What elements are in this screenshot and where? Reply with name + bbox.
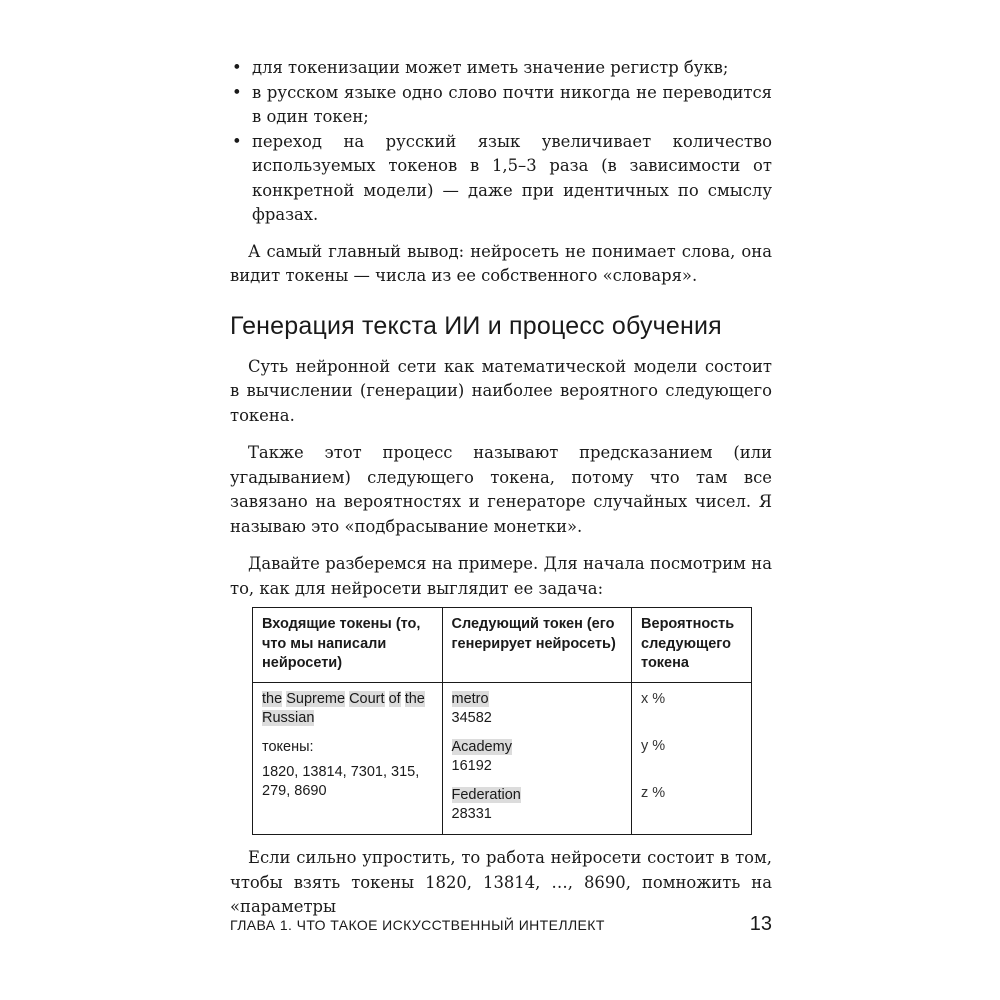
probability-cell — [632, 682, 752, 834]
input-token: Russian — [262, 709, 315, 726]
section-heading: Генерация текста ИИ и процесс обучения — [230, 311, 722, 340]
input-token: Supreme — [286, 690, 346, 707]
next-token-id: 16192 — [451, 757, 492, 774]
input-phrase — [262, 690, 433, 728]
final-paragraph: Если сильно упростить, то работа нейросети состоит в том, чтобы взять токены 1820, 13814, …, 8690, помножить на «параметры — [230, 848, 772, 916]
input-token: of — [388, 690, 401, 707]
next-token-word: metro — [451, 690, 489, 707]
next-token-word: Academy — [451, 738, 512, 755]
conclusion-paragraph: А самый главный вывод: нейросеть не понимает слова, она видит токены — числа из ее собственного «словаря». — [230, 241, 772, 285]
probability-value: z % — [641, 784, 666, 801]
running-chapter-title: ГЛАВА 1. ЧТО ТАКОЕ ИСКУССТВЕННЫЙ ИНТЕЛЛЕКТ — [230, 917, 605, 933]
table-row — [253, 682, 752, 834]
input-token: the — [404, 690, 425, 707]
next-token-id: 34582 — [451, 709, 492, 726]
paragraph: Давайте разберемся на примере. Для начала посмотрим на то, как для нейросети выглядит ее задача: — [230, 554, 772, 598]
token-ids: 1820, 13814, 7301, 315, 279, 8690 — [262, 763, 420, 799]
input-token: Court — [349, 690, 385, 707]
next-token-word: Federation — [451, 786, 521, 803]
header-input-tokens: Входящие токены (то, что мы написали нейросети) — [253, 608, 443, 683]
bullet-item: • в русском языке одно слово почти никогда не переводится в один токен; — [230, 81, 772, 130]
input-tokens-cell — [253, 682, 443, 834]
next-token-option — [452, 738, 623, 776]
bullet-item: • для токенизации может иметь значение регистр букв; — [230, 56, 772, 81]
header-probability: Вероятность следующего токена — [632, 608, 752, 683]
probability-value: y % — [641, 737, 666, 754]
next-token-cell — [442, 682, 632, 834]
table-header-row — [253, 608, 752, 683]
probability-value: x % — [641, 690, 666, 707]
next-token-option — [452, 690, 623, 728]
paragraph: Также этот процесс называют предсказанием (или угадыванием) следующего токена, потому что там все завязано на вероятностях и генераторе случайных чисел. Я называю это «подбрасывание монетки». — [230, 443, 772, 536]
bullet-list — [230, 56, 772, 228]
next-token-option — [452, 786, 623, 824]
next-token-id: 28331 — [451, 805, 492, 822]
paragraph: Суть нейронной сети как математической модели состоит в вычислении (генерации) наиболее вероятного следующего токена. — [230, 356, 772, 425]
token-table — [252, 607, 752, 835]
page-number: 13 — [749, 913, 772, 935]
tokens-label: токены: — [262, 738, 314, 755]
page-footer — [230, 913, 772, 935]
input-token: the — [262, 690, 283, 707]
page-body — [230, 56, 772, 601]
header-next-token: Следующий токен (его генерирует нейросеть) — [442, 608, 632, 683]
bullet-item: • переход на русский язык увеличивает количество используемых токенов в 1,5–3 раза (в зависимости от конкретной модели) — даже при идентичных по смыслу фразах. — [230, 130, 772, 228]
